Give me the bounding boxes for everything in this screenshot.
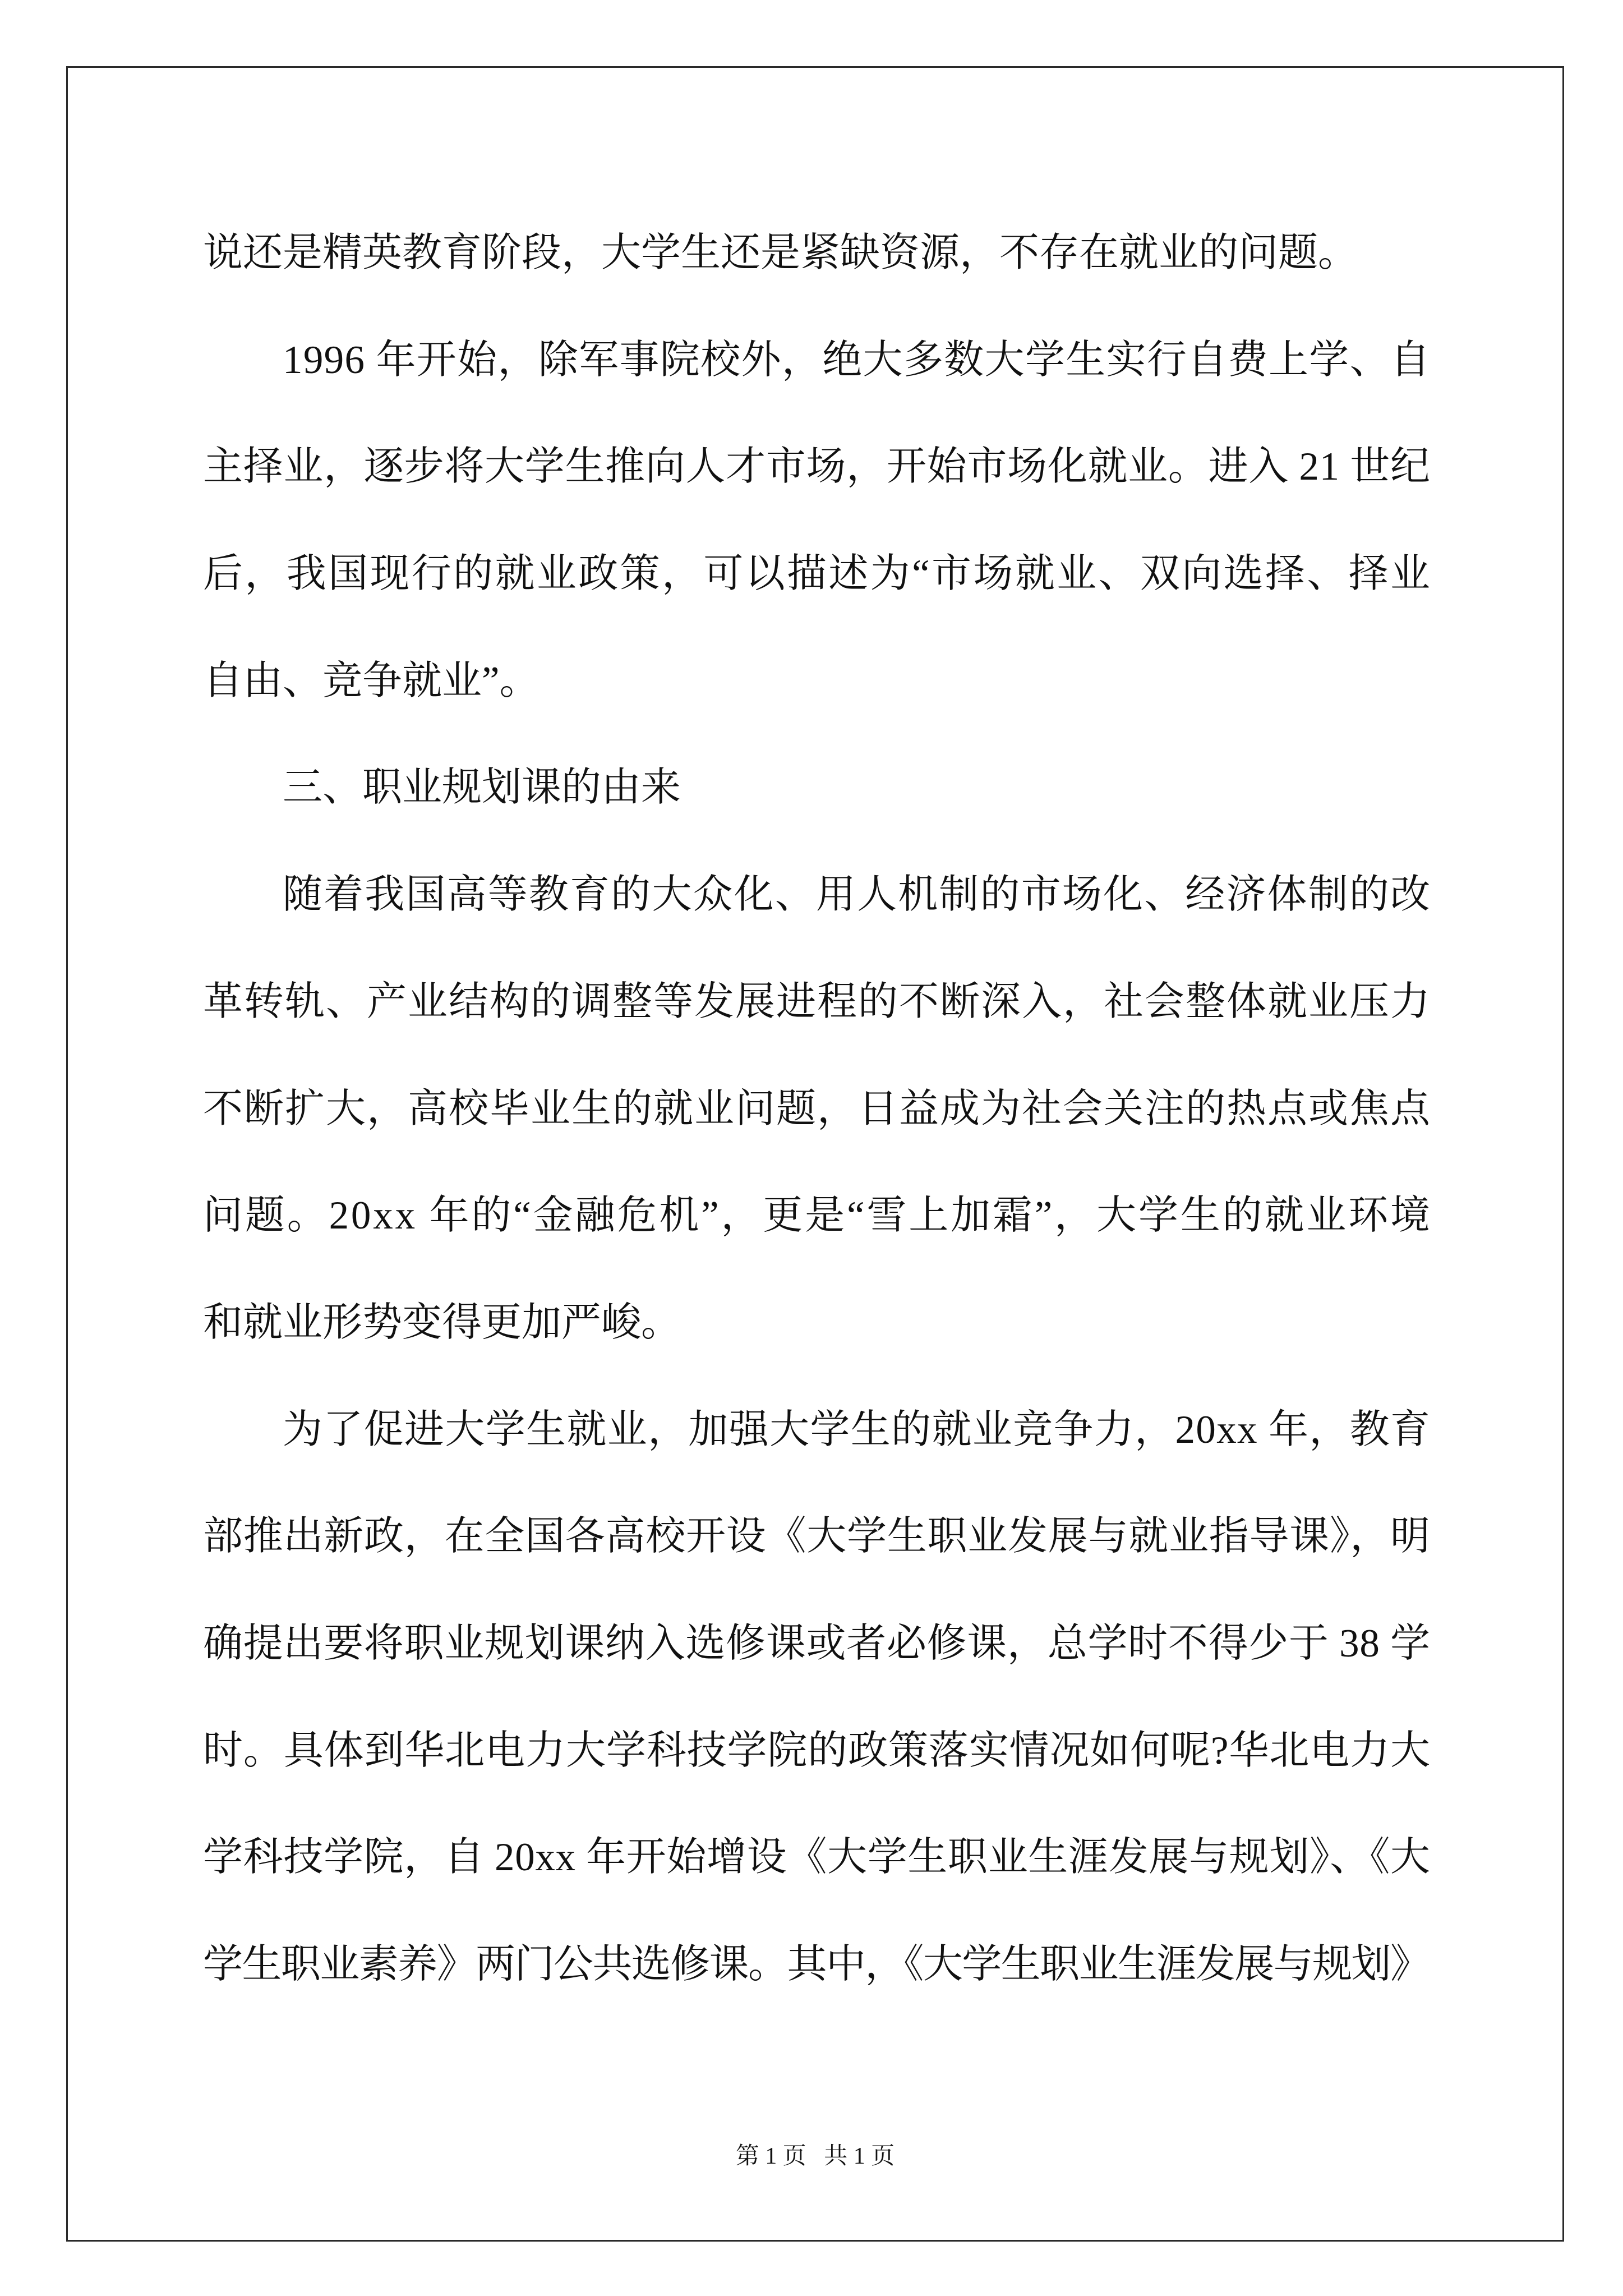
line-text: 和就业形势变得更加严峻。 [203, 1300, 681, 1345]
paragraph [203, 200, 1430, 307]
line-text: 1996 年开始，除军事院校外，绝大多数大学生实行自费上学、自 [283, 338, 1431, 382]
line-text: 后，我国现行的就业政策，可以描述为“市场就业、双向选择、择业 [203, 552, 1432, 596]
document-body [203, 200, 1430, 2018]
line-text: 学科技学院，自 20xx 年开始增设《大学生职业生涯发展与规划》、《大 [203, 1835, 1431, 1880]
text-line [203, 413, 1430, 521]
text-line [203, 521, 1430, 628]
line-text: 问题。20xx 年的“金融危机”，更是“雪上加霜”，大学生的就业环境 [203, 1194, 1432, 1238]
text-line [203, 1804, 1430, 1911]
text-line [203, 734, 1430, 841]
paragraph [203, 307, 1430, 735]
paragraph [203, 841, 1430, 1376]
text-line [203, 200, 1430, 307]
line-text: 学生职业素养》两门公共选修课。其中，《大学生职业生涯发展与规划》 [203, 1943, 1430, 1986]
text-line [203, 1697, 1430, 1805]
text-line [203, 1377, 1430, 1484]
page-number: 第 1 页 共 1 页 [735, 2143, 895, 2169]
text-line [203, 1911, 1430, 2018]
text-line [203, 307, 1430, 414]
text-line [203, 841, 1430, 949]
line-text: 主择业，逐步将大学生推向人才市场，开始市场化就业。进入 21 世纪 [203, 445, 1431, 489]
line-text: 确提出要将职业规划课纳入选修课或者必修课，总学时不得少于 38 学 [203, 1621, 1431, 1665]
section-heading [203, 734, 1430, 841]
text-line [203, 1590, 1430, 1697]
text-line [203, 1162, 1430, 1269]
line-text: 时。具体到华北电力大学科技学院的政策落实情况如何呢?华北电力大 [203, 1728, 1431, 1773]
text-line [203, 1483, 1430, 1590]
text-line [203, 628, 1430, 735]
paragraph [203, 1377, 1430, 2018]
line-text: 为了促进大学生就业，加强大学生的就业竞争力，20xx 年，教育 [283, 1407, 1431, 1452]
section-heading-text: 三、职业规划课的由来 [283, 766, 681, 810]
line-text: 说还是精英教育阶段，大学生还是紧缺资源，不存在就业的问题。 [203, 231, 1358, 275]
line-text: 不断扩大，高校毕业生的就业问题，日益成为社会关注的热点或焦点 [203, 1087, 1431, 1131]
line-text: 自由、竞争就业”。 [203, 659, 540, 703]
text-line [203, 949, 1430, 1056]
line-text: 随着我国高等教育的大众化、用人机制的市场化、经济体制的改 [283, 873, 1432, 917]
text-line [203, 1269, 1430, 1377]
text-line [203, 1056, 1430, 1163]
line-text: 部推出新政，在全国各高校开设《大学生职业发展与就业指导课》，明 [203, 1515, 1431, 1559]
line-text: 革转轨、产业结构的调整等发展进程的不断深入，社会整体就业压力 [203, 979, 1431, 1024]
